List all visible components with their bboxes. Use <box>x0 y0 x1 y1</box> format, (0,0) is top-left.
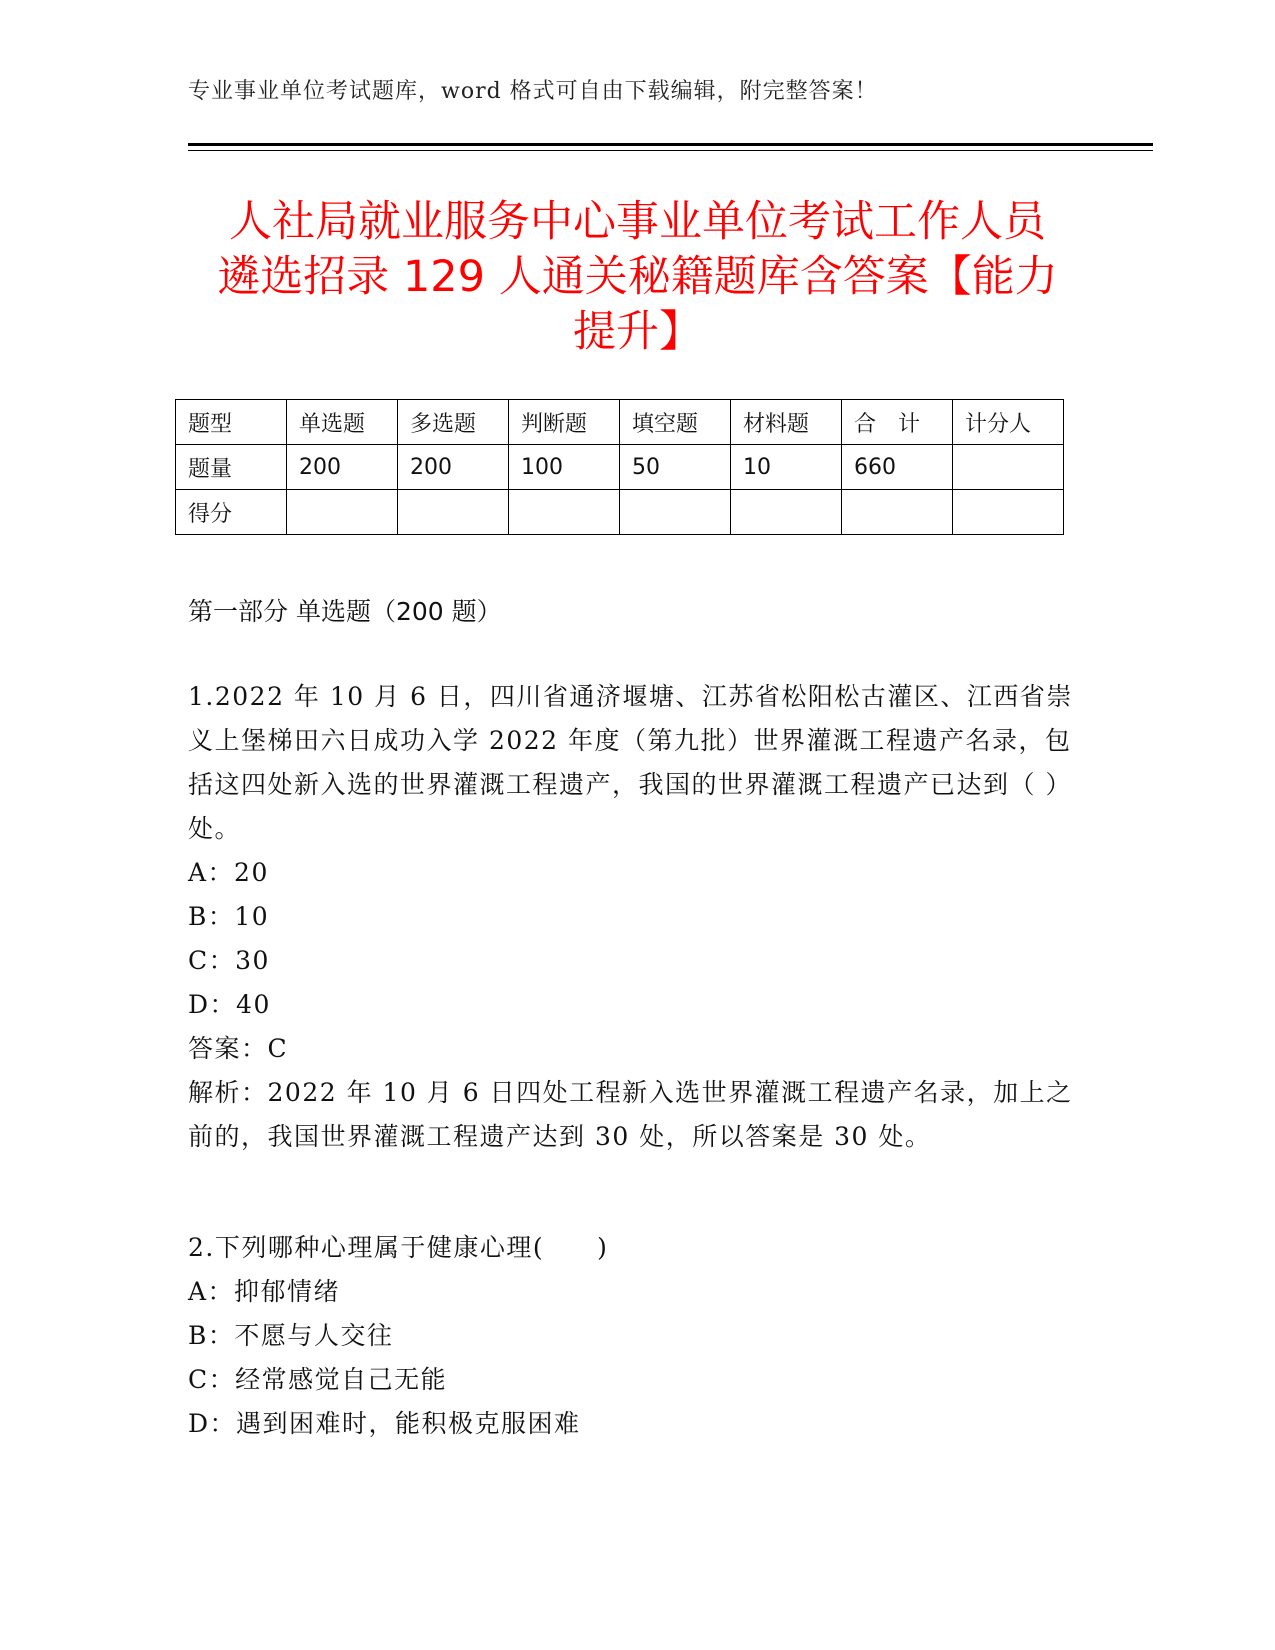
option-a: A：抑郁情绪 <box>188 1277 341 1306</box>
table-row <box>176 400 1064 445</box>
question-1 <box>188 675 1088 1159</box>
table-cell: 单选题 <box>287 400 398 445</box>
table-cell: 100 <box>509 445 620 490</box>
table-cell: 题量 <box>176 445 287 490</box>
table-cell: 题型 <box>176 400 287 445</box>
table-cell: 填空题 <box>620 400 731 445</box>
table-cell: 判断题 <box>509 400 620 445</box>
table-cell: 合 计 <box>842 400 953 445</box>
table-cell <box>842 490 953 535</box>
table-cell: 50 <box>620 445 731 490</box>
table-cell: 660 <box>842 445 953 490</box>
table-cell: 200 <box>287 445 398 490</box>
table-cell: 计分人 <box>953 400 1064 445</box>
question-stem: 1.2022 年 10 月 6 日，四川省通济堰塘、江苏省松阳松古灌区、江西省崇义上堡梯田六日成功入学 2022 年度（第九批）世界灌溉工程遗产名录，包括这四处新入选的世界灌溉工程遗产，我国的世界灌溉工程遗产已达到（ ）处。 <box>188 682 1073 843</box>
header-note: 专业事业单位考试题库，word 格式可自由下载编辑，附完整答案！ <box>188 79 878 104</box>
table-cell <box>953 445 1064 490</box>
table-cell <box>953 490 1064 535</box>
option-b: B：10 <box>188 902 270 931</box>
option-c: C：30 <box>188 946 270 975</box>
title-line-3: 提升】 <box>573 307 702 357</box>
option-d: D：40 <box>188 990 271 1019</box>
header-divider-thin <box>188 150 1153 151</box>
analysis-line <box>188 1071 1088 1159</box>
option-c: C：经常感觉自己无能 <box>188 1365 448 1394</box>
table-cell: 材料题 <box>731 400 842 445</box>
title-line-2: 遴选招录 129 人通关秘籍题库含答案【能力 <box>217 252 1058 302</box>
analysis-label: 解析： <box>188 1078 268 1107</box>
table-cell: 200 <box>398 445 509 490</box>
title-line-1: 人社局就业服务中心事业单位考试工作人员 <box>229 197 1046 247</box>
table-cell <box>731 490 842 535</box>
table-cell: 10 <box>731 445 842 490</box>
score-table <box>175 399 1064 535</box>
answer-line <box>188 1027 1088 1071</box>
table-row <box>176 490 1064 535</box>
table-row <box>176 445 1064 490</box>
option-d: D：遇到困难时，能积极克服困难 <box>188 1409 581 1438</box>
answer-label: 答案： <box>188 1034 268 1063</box>
table-cell <box>398 490 509 535</box>
document-title <box>180 195 1095 360</box>
header-divider <box>188 143 1153 146</box>
answer-value: C <box>267 1034 289 1063</box>
table-cell: 多选题 <box>398 400 509 445</box>
table-cell <box>509 490 620 535</box>
analysis-text: 2022 年 10 月 6 日四处工程新入选世界灌溉工程遗产名录，加上之前的，我国世界灌溉工程遗产达到 30 处，所以答案是 30 处。 <box>188 1078 1073 1151</box>
table-cell <box>620 490 731 535</box>
section-heading: 第一部分 单选题（200 题） <box>188 597 502 626</box>
question-2 <box>188 1226 1088 1446</box>
table-cell: 得分 <box>176 490 287 535</box>
option-a: A：20 <box>188 858 269 887</box>
question-stem: 2.下列哪种心理属于健康心理( ) <box>188 1233 609 1262</box>
table-cell <box>287 490 398 535</box>
option-b: B：不愿与人交往 <box>188 1321 394 1350</box>
